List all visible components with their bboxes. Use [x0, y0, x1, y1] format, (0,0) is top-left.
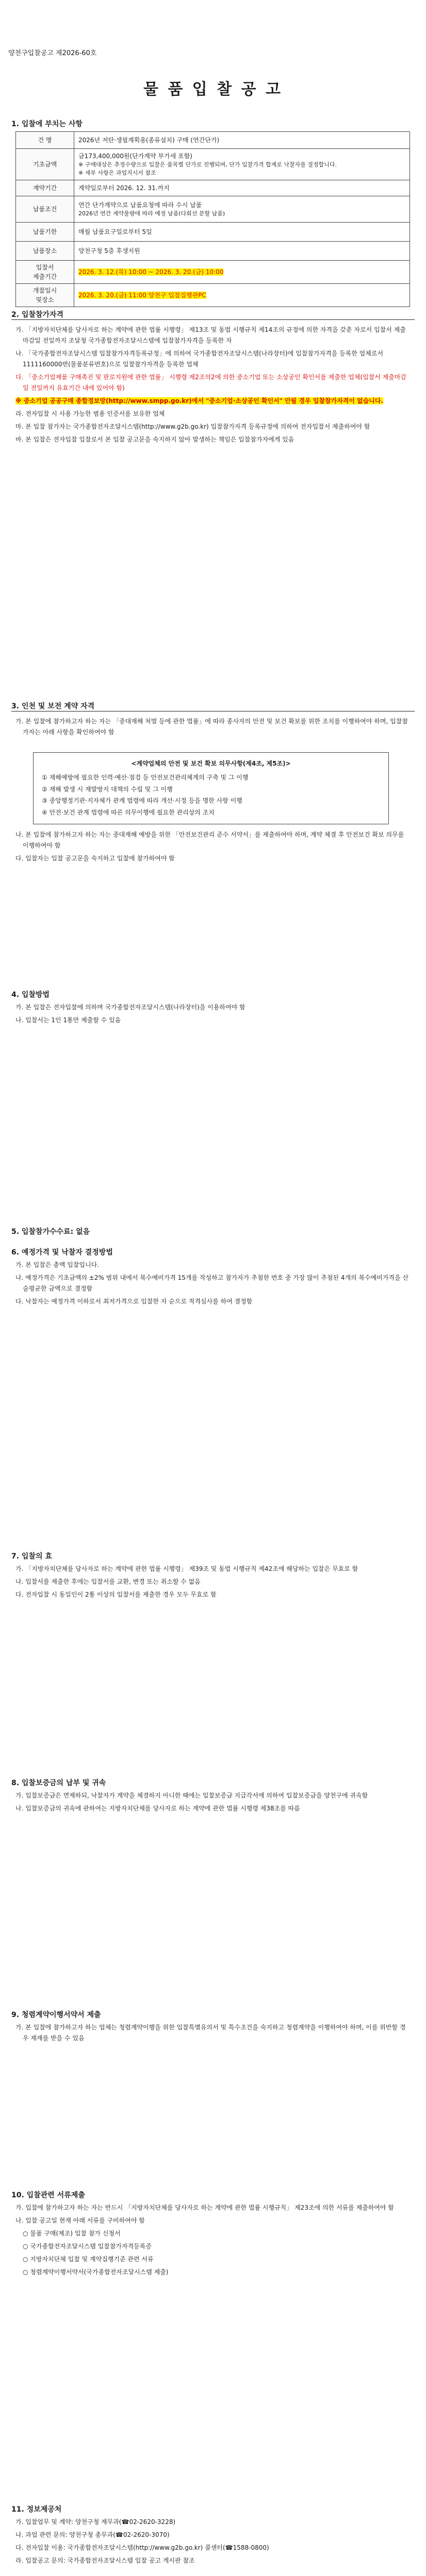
section-7-body	[15, 1564, 410, 1602]
base-amount-note: ※ 구매대상은 추정수량으로 입찰은 품목별 단가로 진행되며, 단가 입찰가격 합계로 낙찰자를 결정합니다.	[78, 161, 337, 168]
paragraph: 나. 입찰서는 1인 1통만 제출할 수 있음	[15, 1016, 121, 1024]
paragraph: 가. 본 입찰에 참가하고자 하는 업체는 청렴계약이행을 위한 입찰특별유의서 및 특수조건을 숙지하고 청렴계약을 이행하여야 하며, 이를 위반할 경우 제재를 받을 수 있음	[15, 2024, 406, 2042]
section-11-heading: 11. 정보제공처	[11, 2505, 62, 2514]
list-item: ○ 청렴계약이행서약서(국가종합전자조달시스템 제출)	[23, 2268, 169, 2276]
paragraph: 나. 입찰보증금의 귀속에 관하여는 지방자치단체를 당사자로 하는 계약에 관한 법률 시행령 제38조를 따름	[15, 1805, 300, 1812]
section-11-body	[15, 2517, 410, 2568]
paragraph: 가. 본 입찰은 총액 입찰입니다.	[15, 1261, 99, 1268]
section-6-heading: 6. 예정가격 및 낙찰자 결정방법	[11, 1248, 113, 1257]
paragraph: 나. 본 입찰에 참가하고자 하는 자는 중대재해 예방을 위한 「안전보건관리 준수 서약서」를 제출하여야 하며, 계약 체결 후 안전보건 확보 의무를 이행하여야 함	[15, 831, 404, 849]
section-8-heading: 8. 입찰보증금의 납부 및 귀속	[11, 1779, 106, 1787]
paragraph: 가. 「지방자치단체를 당사자로 하는 계약에 관한 법률 시행령」 제39조 및 동법 시행규칙 제42조에 해당하는 입찰은 무효로 함	[15, 1565, 358, 1572]
paragraph: 가. 본 입찰에 참가하고자 하는 자는 「중대재해 처벌 등에 관한 법률」에 따라 종사자의 안전 및 보건 확보를 위한 조치를 이행하여야 하며, 입찰참가자는 아래 사항을 확인하여야 함	[15, 718, 408, 736]
row-key: 계약기간	[16, 180, 74, 196]
table-row	[16, 284, 410, 307]
list-item: ③ 중앙행정기관·지자체가 관계 법령에 따라 개선·시정 등을 명한 사항 이행	[42, 797, 242, 805]
paragraph: 다. 전자입찰 이용: 국가종합전자조달시스템(http://www.g2b.go.kr) 콜센터(☎1588-0800)	[15, 2544, 269, 2551]
section-1-heading: 1. 입찰에 부치는 사항	[11, 120, 83, 128]
row-value	[74, 149, 410, 180]
submission-period: 2026. 3. 12.(목) 10:00 ~ 2026. 3. 20.(금) 10:00	[78, 268, 224, 276]
row-value: 계약일로부터 2026. 12. 31.까지	[74, 180, 410, 196]
sme-requirement: 다. 「중소기업제품 구매촉진 및 판로지원에 관한 법률」 시행령 제2조의2에 의한 중소기업 또는 소상공인 확인서를 제출한 업체(입찰서 제출마감일 전일까지 유효기간 내에 있어야 함)	[15, 374, 406, 392]
row-key: 납품기한	[16, 223, 74, 242]
delivery-note: 2026년 연간 계약물량에 따라 예정 납품(다회선 분할 납품)	[78, 210, 225, 217]
section-9-body	[15, 2022, 410, 2046]
list-item: ① 재해예방에 필요한 인력·예산·점검 등 안전보건관리체계의 구축 및 그 이행	[42, 773, 249, 781]
paragraph: 다. 입찰자는 입찰 공고문을 숙지하고 입찰에 참가하여야 함	[15, 855, 175, 862]
sme-warning: ※ 중소기업 공공구매 종합정보망(http://www.smpp.go.kr)에서 "중소기업·소상공인 확인서" 안될 경우 입찰참가자격이 없습니다.	[15, 397, 384, 404]
row-key: 기초금액	[16, 149, 74, 180]
section-3-body-cont	[15, 829, 410, 866]
paragraph: 다. 낙찰자는 예정가격 이하로서 최저가격으로 입찰한 자 순으로 적격심사를 하여 결정함	[15, 1298, 253, 1305]
section-4-heading: 4. 입찰방법	[11, 991, 50, 999]
paragraph: 나. 「국가종합전자조달시스템 입찰참가자격등록규정」에 의하여 국가종합전자조달시스템(나라장터)에 입찰참가자격을 등록한 업체로서 1111160000번(물품분류번호)으로 입찰참가자격을 등록한 업체	[15, 350, 384, 368]
paragraph: 가. 입찰보증금은 면제하되, 낙찰자가 계약을 체결하지 아니한 때에는 입찰보증금 지급각서에 의하여 입찰보증금을 양천구에 귀속함	[15, 1792, 368, 1799]
paragraph: 나. 예정가격은 기초금액의 ±2% 범위 내에서 복수예비가격 15개를 작성하고 참가자가 추첨한 번호 중 가장 많이 추첨된 4개의 복수예비가격을 산술평균한 금액으로 결정함	[15, 1274, 409, 1292]
row-value: 2026년 저탄·생필계획용(종류설치) 구매 (연간단가)	[74, 132, 410, 149]
section-8-body	[15, 1790, 410, 1816]
list-item: ○ 지방자치단체 입찰 및 계약집행기준 관련 서류	[23, 2256, 154, 2263]
row-key: 건 명	[16, 132, 74, 149]
paragraph: 나. 입찰 공고일 현재 아래 서류를 구비하여야 함	[15, 2217, 145, 2224]
section-5-heading: 5. 입찰참가수수료: 없음	[11, 1228, 90, 1236]
list-item: ○ 물품 구매(제조) 입찰 참가 신청서	[23, 2230, 121, 2237]
paragraph: 가. 입찰업무 및 계약: 양천구청 재무과(☎02-2620-3228)	[15, 2518, 176, 2526]
row-key: 개찰일시 및장소	[16, 284, 74, 307]
row-key: 납품조건	[16, 196, 74, 223]
table-row	[16, 196, 410, 223]
paragraph: 마. 본 입찰 참가자는 국가종합전자조달시스템(http://www.g2b.go.kr) 입찰참가자격 등록규정에 의하여 전자입찰서 제출하여야 함	[15, 423, 370, 430]
base-amount: 금173,400,000원(단가계약 부가세 포함)	[78, 152, 192, 160]
section-3-body	[15, 716, 410, 740]
divider	[11, 319, 415, 320]
section-2-heading: 2. 입찰참가자격	[11, 311, 64, 319]
row-value: 매월 납품요구일로부터 5일	[74, 223, 410, 242]
table-row	[16, 180, 410, 196]
table-row	[16, 132, 410, 149]
base-amount-note: ※ 세부 사항은 과업지시서 참조	[78, 170, 156, 176]
section-9-heading: 9. 청렴계약이행서약서 제출	[11, 2011, 101, 2019]
row-value	[74, 196, 410, 223]
row-key: 납품장소	[16, 242, 74, 261]
paragraph: 다. 전자입찰 시 동일인이 2통 이상의 입찰서를 제출한 경우 모두 무효로 함	[15, 1591, 217, 1598]
table-row	[16, 261, 410, 284]
paragraph: 나. 입찰서를 제출한 후에는 입찰서를 교환, 변경 또는 취소할 수 없음	[15, 1578, 201, 1585]
list-item: ○ 국가종합전자조달시스템 입찰참가자격등록증	[23, 2243, 152, 2250]
table-row	[16, 223, 410, 242]
row-value	[74, 261, 410, 284]
paragraph: 가. 본 입찰은 전자입찰에 의하며 국가종합전자조달시스템(나라장터)을 이용하여야 함	[15, 1004, 245, 1011]
box-title: <계약업체의 안전 및 보건 확보 의무사항(제4조, 제5조)>	[131, 760, 291, 767]
paragraph: 나. 과업 관련 문의: 양천구청 총무과(☎02-2620-3070)	[15, 2531, 170, 2538]
opening-datetime: 2026. 3. 20.(금) 11:00 양천구 입찰집행관PC	[78, 292, 206, 299]
paragraph: 라. 입찰공고 문의: 국가종합전자조달시스템 입찰 공고 게시판 참조	[15, 2557, 195, 2564]
paragraph	[15, 372, 410, 394]
paragraph	[15, 396, 410, 406]
paragraph: 가. 「지방자치단체를 당사자로 하는 계약에 관한 법률 시행령」 제13조 및 동법 시행규칙 제14조의 규정에 의한 자격을 갖춘 자로서 입찰서 제출 마감일 전일까지 조달청 국가종합전자조달시스템에 입찰참가자격을 등록한 자	[15, 326, 406, 344]
section-6-body	[15, 1260, 410, 1309]
section-3-heading: 3. 인천 및 보전 계약 자격	[11, 702, 95, 710]
table-row	[16, 242, 410, 261]
section-2-body	[15, 325, 410, 447]
delivery-condition: 연간 단가계약으로 납품요청에 따라 수시 납품	[78, 201, 202, 209]
section-10-body	[15, 2202, 410, 2280]
row-value: 양천구청 5층 후생지원	[74, 242, 410, 261]
document-number: 양천구입찰공고 제2026-60호	[8, 49, 97, 57]
paragraph: 바. 본 입찰은 전자입찰 입찰로서 본 입찰 공고문을 숙지하지 않아 발생하는 책임은 입찰참가자에게 있음	[15, 436, 294, 443]
list-item: ④ 안전·보건 관계 법령에 따른 의무이행에 필요한 관리상의 조치	[42, 809, 215, 817]
list-item: ② 재해 발생 시 재발방지 대책의 수립 및 그 이행	[42, 785, 173, 793]
row-value	[74, 284, 410, 307]
section-7-heading: 7. 입찰의 효	[11, 1552, 52, 1561]
row-key: 입찰서 제출기간	[16, 261, 74, 284]
section-4-body	[15, 1002, 410, 1028]
safety-duties-box	[33, 752, 389, 824]
table-row	[16, 149, 410, 180]
paragraph: 라. 전자입찰 시 사용 가능한 범용 인증서를 보유한 업체	[15, 410, 165, 417]
paragraph: 가. 입찰에 참가하고자 하는 자는 반드시 「지방자치단체를 당사자로 하는 계약에 관한 법률 시행규칙」 제23조에 의한 서류를 제출하여야 함	[15, 2204, 394, 2211]
bid-info-table	[15, 131, 410, 307]
page-title: 물 품 입 찰 공 고	[143, 80, 283, 98]
section-10-heading: 10. 입찰관련 서류제출	[11, 2191, 85, 2199]
